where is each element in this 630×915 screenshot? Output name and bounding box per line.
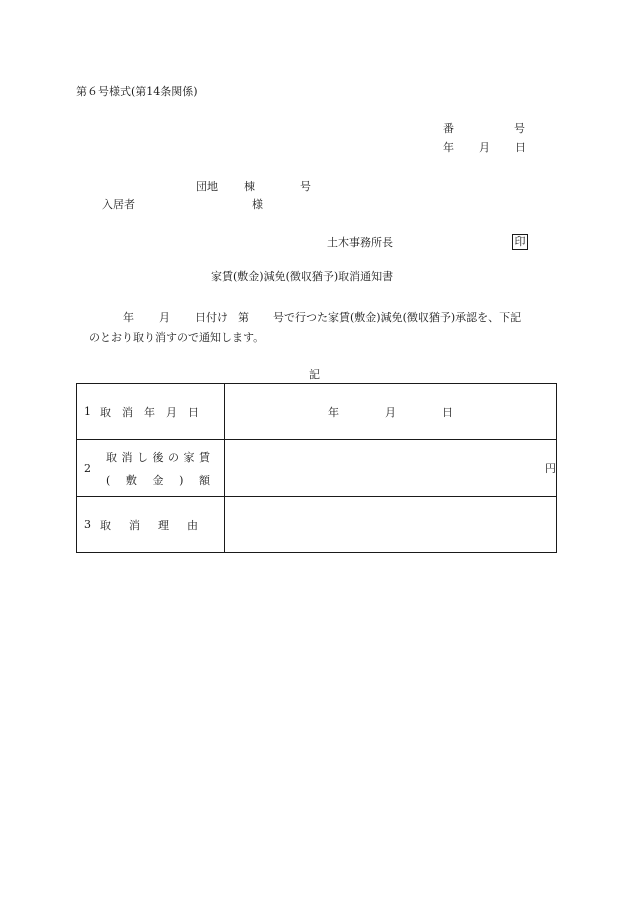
estate-line bbox=[196, 181, 311, 192]
table-row-cancel-date bbox=[77, 384, 557, 440]
cancel-day: 日 bbox=[442, 405, 453, 419]
ki-heading: 記 bbox=[309, 368, 320, 381]
estate-label: 団地 bbox=[196, 180, 218, 193]
yen-unit: 円 bbox=[545, 462, 556, 475]
row-number: 2 bbox=[84, 461, 91, 475]
body-dated: 日付け bbox=[195, 311, 228, 324]
row-number: 3 bbox=[84, 518, 91, 531]
rent-amount-label-cell bbox=[77, 440, 225, 497]
cancel-date-label-cell bbox=[77, 384, 225, 440]
cancel-date-label: 取消年月日 bbox=[100, 405, 210, 419]
ref-number-label: 番 bbox=[443, 122, 454, 135]
seal-mark: 印 bbox=[512, 234, 528, 250]
body-dai: 第 bbox=[238, 311, 249, 324]
honorific: 様 bbox=[252, 198, 263, 211]
body-month: 月 bbox=[159, 311, 170, 324]
ref-number-suffix: 号 bbox=[514, 122, 525, 135]
cancel-date-value-cell bbox=[225, 384, 557, 440]
body-line-2: のとおり取り消すので通知します。 bbox=[89, 331, 265, 344]
body-rest: 号で行つた家賃(敷金)減免(徴収猶予)承認を、下記 bbox=[273, 311, 522, 324]
table-row-rent-amount bbox=[77, 440, 557, 497]
building-label: 棟 bbox=[244, 180, 255, 193]
reason-value-cell bbox=[225, 497, 557, 553]
table-row-reason bbox=[77, 497, 557, 553]
date-day: 日 bbox=[515, 141, 526, 154]
date-month: 月 bbox=[479, 141, 490, 154]
body-line-1 bbox=[123, 312, 521, 323]
resident-line bbox=[102, 199, 263, 210]
row-number: 1 bbox=[84, 405, 91, 418]
reason-label-cell bbox=[77, 497, 225, 553]
record-table bbox=[76, 383, 557, 553]
document-title: 家賃(敷金)減免(徴収猶予)取消通知書 bbox=[211, 270, 394, 283]
reference-number bbox=[443, 123, 525, 134]
rent-amount-label-line1: 取消し後の家賃 bbox=[106, 450, 210, 464]
reason-label: 取消理由 bbox=[100, 518, 216, 532]
office-title: 土木事務所長 bbox=[327, 236, 393, 249]
date-year: 年 bbox=[443, 141, 454, 154]
rent-amount-label-line2: (敷金)額 bbox=[106, 473, 210, 487]
room-label: 号 bbox=[300, 180, 311, 193]
rent-amount-value-cell bbox=[225, 440, 557, 497]
body-year: 年 bbox=[123, 311, 134, 324]
form-number: 第６号様式(第14条関係) bbox=[76, 85, 198, 98]
resident-label: 入居者 bbox=[102, 198, 135, 211]
issue-date bbox=[443, 142, 526, 153]
cancel-year: 年 bbox=[328, 405, 339, 419]
cancel-month: 月 bbox=[385, 405, 396, 419]
